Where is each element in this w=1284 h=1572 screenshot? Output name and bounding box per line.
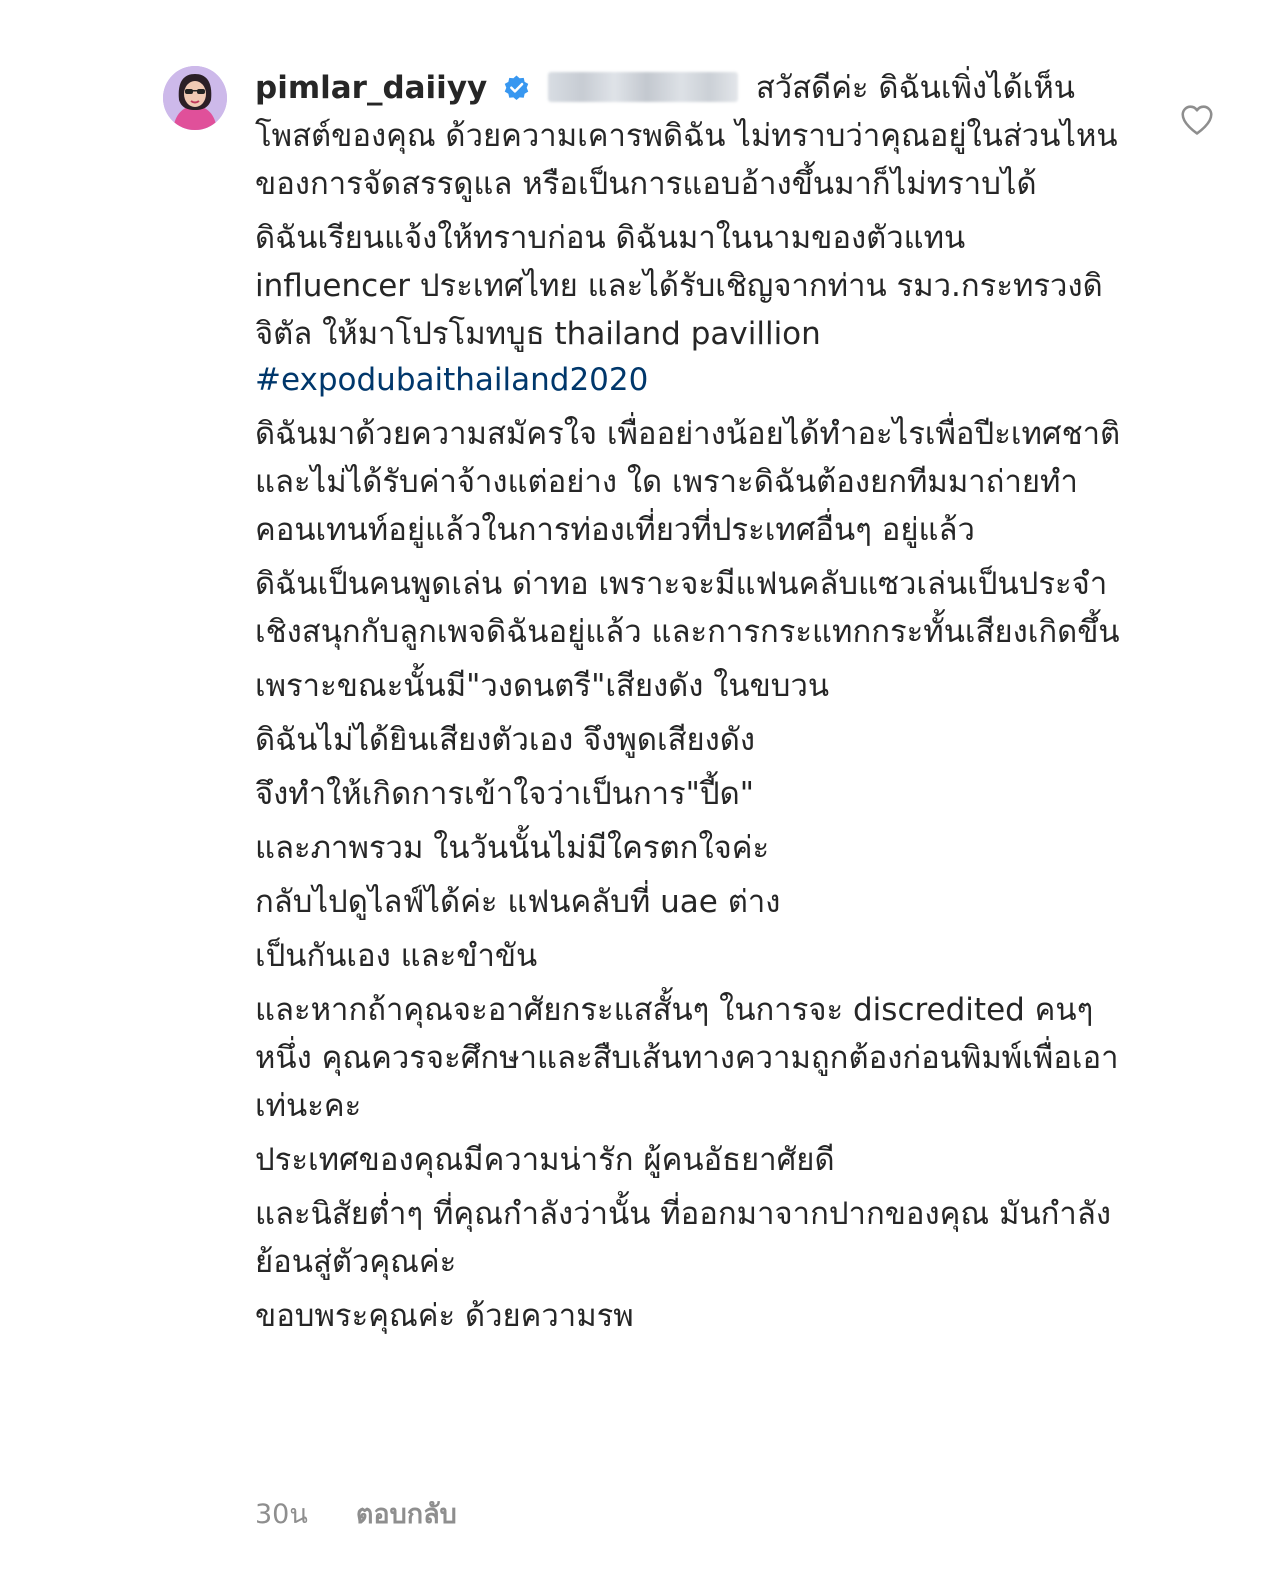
avatar[interactable]	[163, 66, 227, 130]
like-button[interactable]	[1178, 101, 1216, 139]
comment-intro-text: สวัสดีค่ะ ดิฉันเพิ่งได้เห็นโพสต์ของคุณ ด้วยความเคารพดิฉัน ไม่ทราบว่าคุณอยู่ในส่วนไหนของการจัดสรรดูแล หรือเป็นการแอบอ้างขึ้นมาก็ไม่ทราบได้	[255, 70, 1118, 202]
comment-paragraph: และนิสัยต่ำๆ ที่คุณกำลังว่านั้น ที่ออกมาจากปากของคุณ มันกำลังย้อนสู่ตัวคุณค่ะ	[255, 1196, 1111, 1280]
comment-line: เพราะขณะนั้นมี"วงดนตรี"เสียงดัง ในขบวน	[255, 668, 830, 704]
timestamp: 30น	[255, 1499, 308, 1530]
comment-line: และภาพรวม ในวันนั้นไม่มีใครตกใจค่ะ	[255, 830, 770, 866]
comment-line: ขอบพระคุณค่ะ ด้วยความรพ	[255, 1298, 634, 1334]
comment-intro	[255, 64, 1125, 208]
verified-badge-icon	[501, 72, 532, 103]
heart-outline-icon	[1178, 101, 1216, 139]
blurred-username	[548, 72, 738, 102]
comment-line: ประเทศของคุณมีความน่ารัก ผู้คนอัธยาศัยดี	[255, 1142, 835, 1178]
comment-meta	[255, 1492, 457, 1535]
comment-line: กลับไปดูไลฟ์ได้ค่ะ แฟนคลับที่ uae ต่าง	[255, 884, 781, 920]
comment-line: จึงทำให้เกิดการเข้าใจว่าเป็นการ"ปี้ด"	[255, 776, 754, 812]
comment-paragraph: และหากถ้าคุณจะอาศัยกระแสสั้นๆ ในการจะ discredited คนๆหนึ่ง คุณควรจะศึกษาและสืบเส้นทางความถูกต้องก่อนพิมพ์เพื่อเอาเท่นะคะ	[255, 992, 1119, 1124]
comment-line: ดิฉันไม่ได้ยินเสียงตัวเอง จึงพูดเสียงดัง	[255, 722, 756, 758]
comment-paragraph: ดิฉันมาด้วยความสมัครใจ เพื่ออย่างน้อยได้ทำอะไรเพื่อปีะเทศชาติ และไม่ได้รับค่าจ้างแต่อย่าง ใด เพราะดิฉันต้องยกทีมมาถ่ายทำคอนเทนท์อยู่แล้วในการท่องเที่ยวที่ประเทศอื่นๆ อยู่แล้ว	[255, 416, 1121, 548]
username-link[interactable]: pimlar_daiiyy	[255, 70, 488, 106]
comment-body	[255, 64, 1125, 1346]
hashtag-link[interactable]: #expodubaithailand2020	[255, 362, 649, 398]
reply-button[interactable]: ตอบกลับ	[355, 1499, 457, 1530]
comment-paragraph: ดิฉันเรียนแจ้งให้ทราบก่อน ดิฉันมาในนามของตัวแทน influencer ประเทศไทย และได้รับเชิญจากท่าน รมว.กระทรวงดิจิตัล ให้มาโปรโมทบูธ thailand pavillion	[255, 220, 1103, 352]
comment-paragraph: ดิฉันเป็นคนพูดเล่น ด่าทอ เพราะจะมีแฟนคลับแซวเล่นเป็นประจำ เชิงสนุกกับลูกเพจดิฉันอยู่แล้ว และการกระแทกกระทั้นเสียงเกิดขึ้น	[255, 566, 1120, 650]
comment-line: เป็นกันเอง และขำขัน	[255, 938, 538, 974]
